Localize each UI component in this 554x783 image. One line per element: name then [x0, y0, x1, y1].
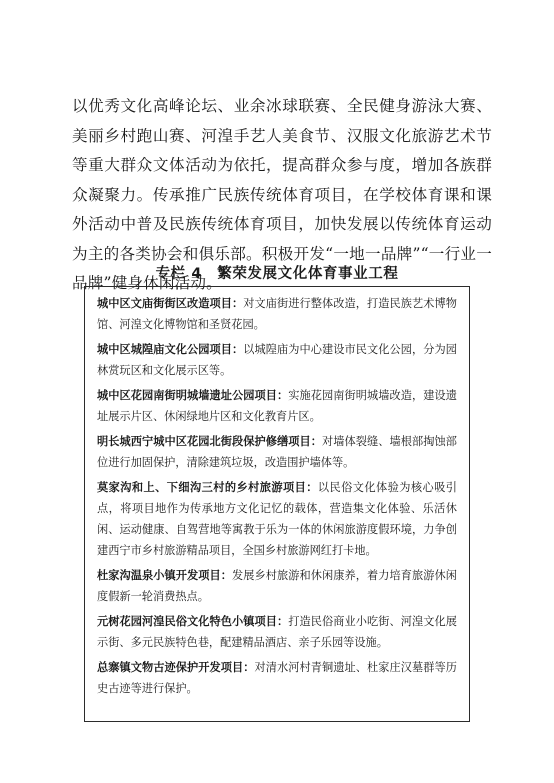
- item-text: 对文庙街进行整体改造，打造民族艺术博物馆、河湟文化博物馆和圣贤花园。: [97, 297, 457, 331]
- item-text: 实施花园南街明城墙改造，建设遗址展示片区、休闲绿地片区和文化教育片区。: [97, 389, 457, 423]
- feature-box: [84, 286, 470, 722]
- item-heading: 城中区花园南街明城墙遗址公园项目：: [97, 388, 289, 402]
- item-heading: 总寨镇文物古迹保护开发项目：: [97, 660, 255, 674]
- box-item: [97, 293, 457, 335]
- box-title: 专栏 4 繁荣发展文化体育事业工程: [155, 266, 399, 282]
- item-heading: 元树花园河湟民俗文化特色小镇项目：: [97, 614, 289, 628]
- item-text: 打造民俗商业小吃街、河湟文化展示街、多元民族特色巷，配建精品酒店、亲子乐园等设施。: [97, 615, 457, 649]
- intro-paragraph: 以优秀文化高峰论坛、业余冰球联赛、全民健身游泳大赛、美丽乡村跑山赛、河湟手艺人美食节、汉服文化旅游艺术节等重大群众文体活动为依托，提高群众参与度，增加各族群众凝聚力。传承推广民族传统体育项目，在学校体育课和课外活动中普及民族传统体育项目，加快发展以传统体育运动为主的各类协会和俱乐部。积极开发“一地一品牌”“一行业一品牌”健身休闲活动。: [72, 97, 492, 292]
- box-item: [97, 565, 457, 607]
- item-text: 对清水河村青铜遗址、杜家庄汉墓群等历史古迹等进行保护。: [97, 661, 457, 695]
- box-item: [97, 385, 457, 427]
- item-text: 以民俗文化体验为核心吸引点，将项目地作为传承地方文化记忆的载体，营造集文化体验、乐活休闲、运动健康、自驾营地等寓教于乐为一体的休闲旅游度假环境，力争创建西宁市乡村旅游精品项目，全国乡村旅游网红打卡地。: [97, 481, 457, 557]
- item-heading: 莫家沟和上、下细沟三村的乡村旅游项目：: [97, 480, 318, 494]
- item-text: 对墙体裂缝、墙根部掏蚀部位进行加固保护，清除建筑垃圾，改造围护墙体等。: [97, 435, 457, 469]
- item-heading: 明长城西宁城中区花园北街段保护修缮项目：: [97, 434, 323, 448]
- item-text: 发展乡村旅游和休闲康养，着力培育旅游休闲度假新一轮消费热点。: [97, 569, 457, 603]
- item-heading: 城中区文庙街街区改造项目：: [97, 296, 244, 310]
- box-item: [97, 431, 457, 473]
- item-heading: 城中区城隍庙文化公园项目：: [97, 342, 244, 356]
- box-item: [97, 339, 457, 381]
- item-text: 以城隍庙为中心建设市民文化公园，分为园林赏玩区和文化展示区等。: [97, 343, 457, 377]
- item-heading: 杜家沟温泉小镇开发项目：: [97, 568, 233, 582]
- box-item: [97, 477, 457, 561]
- box-item: [97, 657, 457, 699]
- box-item: [97, 611, 457, 653]
